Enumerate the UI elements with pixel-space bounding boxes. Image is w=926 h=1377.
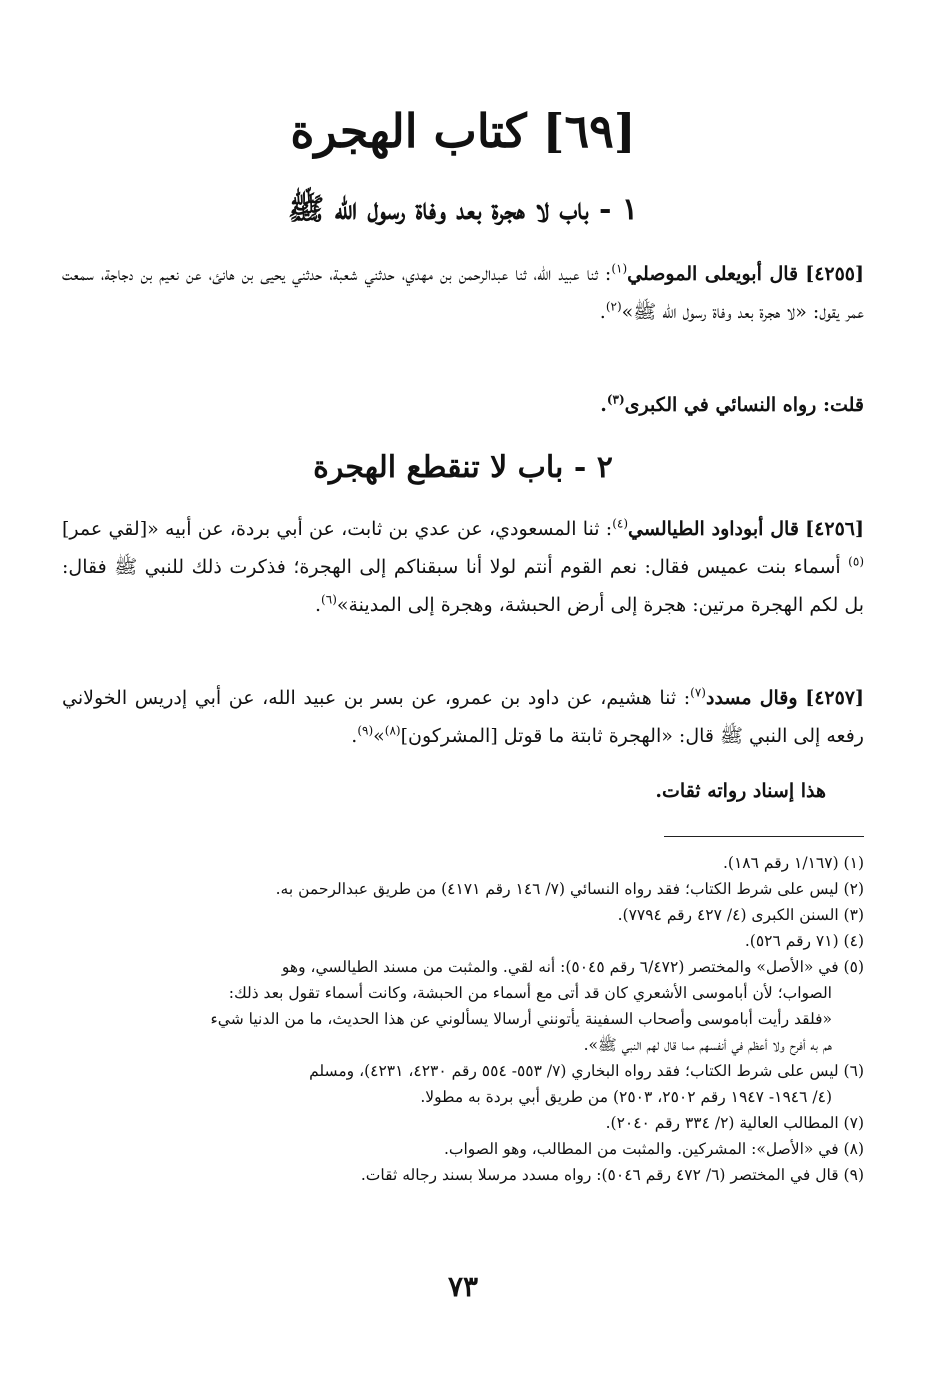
hadith-text: : ثنا عبيد الله، ثنا عبدالرحمن بن مهدي، حدثني شعبة، حدثني يحيى بن هانئ، عن نعيم بن دجاجة، سمعت عمر يقول: «لا هجرة بعد وفاة رسول الله ﷺ» [62, 263, 864, 323]
footnote-ref-5[interactable]: (٥) [848, 554, 864, 569]
footnote-6: (٦) ليس على شرط الكتاب؛ فقد رواه البخاري (٧/ ٥٥٣- ٥٥٤ رقم ٤٢٣٠، ٤٢٣١)، ومسلم [309, 1062, 864, 1080]
hadith-4256 [62, 510, 864, 624]
footnote-5-cont: هم به أفرح ولا أعظم في أنفسهم مما قال لهم النبي ﷺ». [583, 1036, 832, 1054]
qult-text: قلت: رواه النسائي في الكبرى [624, 394, 864, 416]
hadith-text: : ثنا هشيم، عن داود بن عمرو، عن بسر بن عبيد الله، عن أبي إدريس الخولاني رفعه إلى النبي ﷺ قال: «الهجرة ثابتة ما قوتل [المشركون] [62, 687, 864, 747]
hadith-text-cont: أسماء بنت عميس فقال: نعم القوم أنتم لولا أنا سبقناكم إلى الهجرة؛ فذكرت ذلك للنبي ﷺ فقال: بل لكم الهجرة مرتين: هجرة إلى أرض الحبشة، وهجرة إلى المدينة» [62, 556, 864, 616]
footnote-5-cont: «فلقد رأيت أباموسى وأصحاب السفينة يأتونني أرسالا يسألوني عن هذا الحديث، ما من الدنيا شيء [210, 1010, 832, 1028]
footnote-ref-3[interactable]: (٣) [606, 392, 625, 407]
footnote-separator [664, 836, 864, 837]
footnote-ref-8[interactable]: (٨) [384, 723, 401, 738]
footnote-ref-1[interactable]: (١) [611, 261, 628, 276]
hadith-end: . [351, 725, 358, 747]
qult-end: . [600, 394, 607, 416]
isnad-note: هذا إسناد رواته ثقات. [655, 780, 826, 802]
book-title: [٦٩] كتاب الهجرة [290, 104, 636, 158]
bab-2-heading: ٢ - باب لا تنقطع الهجرة [313, 450, 613, 485]
hadith-number: [٤٢٥٦] [805, 518, 864, 540]
footnote-ref-6[interactable]: (٦) [321, 592, 337, 607]
footnote-4: (٤) (٧١ رقم ٥٢٦). [744, 932, 864, 950]
hadith-number: [٤٢٥٥] [805, 263, 865, 285]
bab-1-heading: ١ - باب لا هجرة بعد وفاة رسول الله ﷺ [287, 192, 639, 227]
footnote-7: (٧) المطالب العالية (٢/ ٣٣٤ رقم ٢٠٤٠). [605, 1114, 864, 1132]
hadith-speaker: وقال مسدد [705, 687, 798, 709]
hadith-4257 [62, 679, 864, 755]
hadith-number: [٤٢٥٧] [805, 687, 865, 709]
footnote-ref-4[interactable]: (٤) [612, 516, 629, 531]
footnote-8: (٨) في «الأصل»: المشركين. والمثبت من المطالب، وهو الصواب. [443, 1140, 864, 1158]
footnote-5-cont: الصواب؛ لأن أباموسى الأشعري كان قد أتى مع أسماء من الحبشة، وكانت أسماء تقول بعد ذلك: [228, 984, 832, 1002]
footnote-1: (١) (١/١٦٧ رقم ١٨٦). [723, 854, 864, 872]
footnotes-list [62, 850, 864, 1188]
footnote-3: (٣) السنن الكبرى (٤/ ٤٢٧ رقم ٧٧٩٤). [617, 906, 864, 924]
page-number: ٧٣ [447, 1270, 479, 1303]
hadith-4255 [62, 255, 864, 331]
footnote-ref-2[interactable]: (٢) [605, 299, 622, 314]
footnote-6-cont: (٤/ ١٩٤٦- ١٩٤٧ رقم ٢٥٠٢، ٢٥٠٣) من طريق أبي بردة به مطولا. [420, 1088, 832, 1106]
qult-paragraph [62, 386, 864, 424]
hadith-text: : ثنا المسعودي، عن عدي بن ثابت، عن أبي بردة، عن أبيه «[لقي عمر] [62, 518, 613, 540]
footnote-2: (٢) ليس على شرط الكتاب؛ فقد رواه النسائي (٧/ ١٤٦ رقم ٤١٧١) من طريق عبدالرحمن به. [275, 880, 864, 898]
hadith-text-cont: » [373, 725, 385, 747]
footnote-9: (٩) قال في المختصر (٦/ ٤٧٢ رقم ٥٠٤٦): رواه مسدد مرسلا بسند رجاله ثقات. [360, 1166, 864, 1184]
footnote-ref-7[interactable]: (٧) [690, 685, 706, 700]
footnote-ref-9[interactable]: (٩) [357, 723, 374, 738]
hadith-speaker: قال أبويعلى الموصلي [627, 263, 799, 285]
footnote-5: (٥) في «الأصل» والمختصر (٦/٤٧٢ رقم ٥٠٤٥): أنه لقي. والمثبت من مسند الطيالسي، وهو [281, 958, 864, 976]
hadith-end: . [599, 301, 606, 323]
hadith-speaker: قال أبوداود الطيالسي [628, 518, 799, 540]
hadith-end: . [315, 594, 322, 616]
